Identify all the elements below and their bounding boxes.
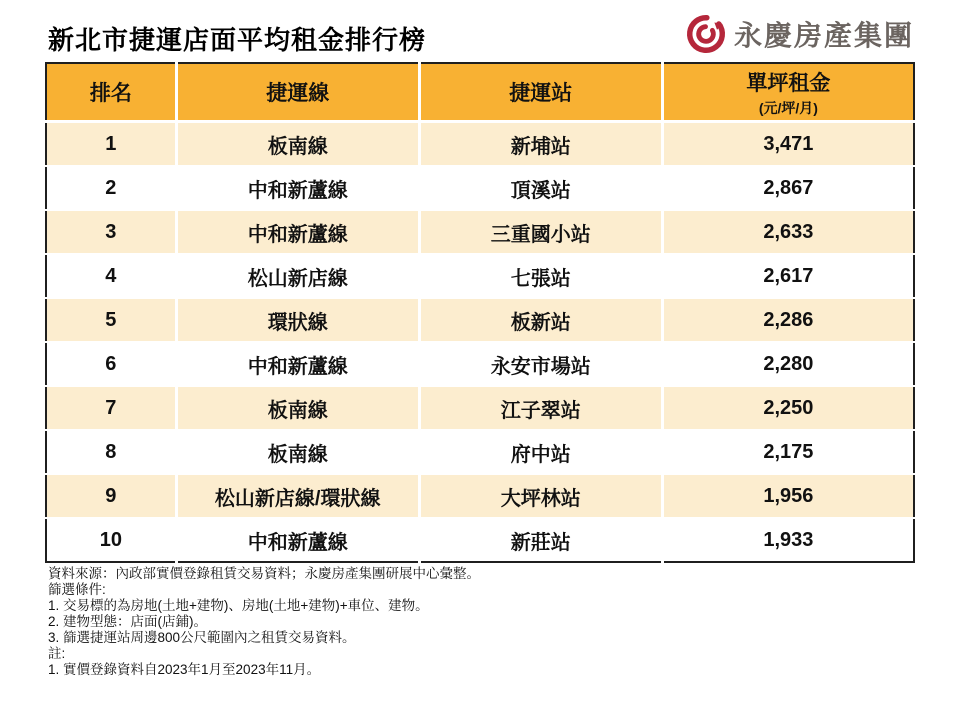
rank-cell: 2 bbox=[46, 166, 176, 210]
rent-ranking-table bbox=[45, 62, 915, 563]
rank-cell: 9 bbox=[46, 474, 176, 518]
col-header-station-label: 捷運站 bbox=[509, 82, 573, 105]
line-cell: 環狀線 bbox=[176, 298, 419, 342]
rank-cell: 4 bbox=[46, 254, 176, 298]
table-row bbox=[46, 122, 914, 167]
rent-cell: 2,175 bbox=[662, 430, 914, 474]
rank-cell: 6 bbox=[46, 342, 176, 386]
rank-cell: 10 bbox=[99, 528, 122, 551]
col-header-rank bbox=[46, 63, 176, 122]
rent-cell: 2,286 bbox=[662, 298, 914, 342]
col-header-rent-unit: (元/坪/月) bbox=[758, 99, 818, 116]
table-row bbox=[46, 254, 914, 298]
table-row bbox=[46, 386, 914, 430]
brand-name: 永慶房產集團 bbox=[733, 20, 914, 51]
table-row bbox=[46, 210, 914, 254]
rank-cell: 3 bbox=[46, 210, 176, 254]
rent-cell: 1,933 bbox=[662, 518, 914, 562]
table-header-row bbox=[46, 63, 914, 122]
line-cell: 板南線 bbox=[176, 386, 419, 430]
table-row bbox=[46, 430, 914, 474]
footnote-filter-3: 3. 篩選捷運站周邊800公尺範圍內之租賃交易資料。 bbox=[48, 630, 356, 645]
rank-cell: 8 bbox=[46, 430, 176, 474]
station-cell: 三重國小站 bbox=[419, 210, 662, 254]
station-cell: 大坪林站 bbox=[419, 474, 662, 518]
line-cell: 中和新蘆線 bbox=[176, 342, 419, 386]
station-cell: 七張站 bbox=[419, 254, 662, 298]
station-cell: 府中站 bbox=[419, 430, 662, 474]
footnote-filter-2: 2. 建物型態：店面(店鋪)。 bbox=[48, 614, 208, 629]
col-header-station bbox=[419, 63, 662, 122]
line-cell: 中和新蘆線 bbox=[176, 210, 419, 254]
table-row bbox=[46, 518, 914, 562]
footnotes bbox=[48, 566, 908, 678]
col-header-line bbox=[176, 63, 419, 122]
rent-cell: 2,633 bbox=[662, 210, 914, 254]
footnote-source: 資料來源：內政部實價登錄租賃交易資料；永慶房產集團研展中心彙整。 bbox=[48, 566, 480, 581]
footnote-note-1: 1. 實價登錄資料自2023年1月至2023年11月。 bbox=[48, 662, 321, 677]
station-cell: 新莊站 bbox=[419, 518, 662, 562]
col-header-rent-label: 單坪租金 bbox=[746, 71, 831, 95]
table-row bbox=[46, 166, 914, 210]
station-cell: 頂溪站 bbox=[419, 166, 662, 210]
table-row bbox=[46, 474, 914, 518]
station-cell: 板新站 bbox=[419, 298, 662, 342]
rent-cell: 3,471 bbox=[662, 122, 914, 167]
rent-cell: 1,956 bbox=[662, 474, 914, 518]
rent-cell: 2,250 bbox=[662, 386, 914, 430]
rank-cell: 7 bbox=[46, 386, 176, 430]
line-cell: 松山新店線/環狀線 bbox=[176, 474, 419, 518]
rank-cell: 5 bbox=[46, 298, 176, 342]
footnote-note-title: 註: bbox=[48, 646, 66, 661]
brand-logo bbox=[685, 13, 914, 55]
col-header-rank-label: 排名 bbox=[89, 82, 132, 105]
station-cell: 江子翠站 bbox=[419, 386, 662, 430]
table-row bbox=[46, 342, 914, 386]
rent-cell: 2,867 bbox=[662, 166, 914, 210]
line-cell: 板南線 bbox=[176, 430, 419, 474]
table-row bbox=[46, 298, 914, 342]
station-cell: 永安市場站 bbox=[419, 342, 662, 386]
line-cell: 松山新店線 bbox=[176, 254, 419, 298]
rent-cell: 2,617 bbox=[662, 254, 914, 298]
footnote-filter-1: 1. 交易標的為房地(土地+建物)、房地(土地+建物)+車位、建物。 bbox=[48, 598, 429, 613]
page-title: 新北市捷運店面平均租金排行榜 bbox=[48, 25, 427, 55]
line-cell: 中和新蘆線 bbox=[176, 166, 419, 210]
col-header-line-label: 捷運線 bbox=[266, 82, 330, 105]
footnote-filter-title: 篩選條件: bbox=[48, 582, 106, 597]
rank-cell: 1 bbox=[46, 122, 176, 167]
col-header-rent bbox=[662, 63, 914, 122]
yungching-swirl-icon bbox=[685, 13, 727, 55]
station-cell: 新埔站 bbox=[419, 122, 662, 167]
rent-cell: 2,280 bbox=[662, 342, 914, 386]
line-cell: 板南線 bbox=[176, 122, 419, 167]
line-cell: 中和新蘆線 bbox=[176, 518, 419, 562]
